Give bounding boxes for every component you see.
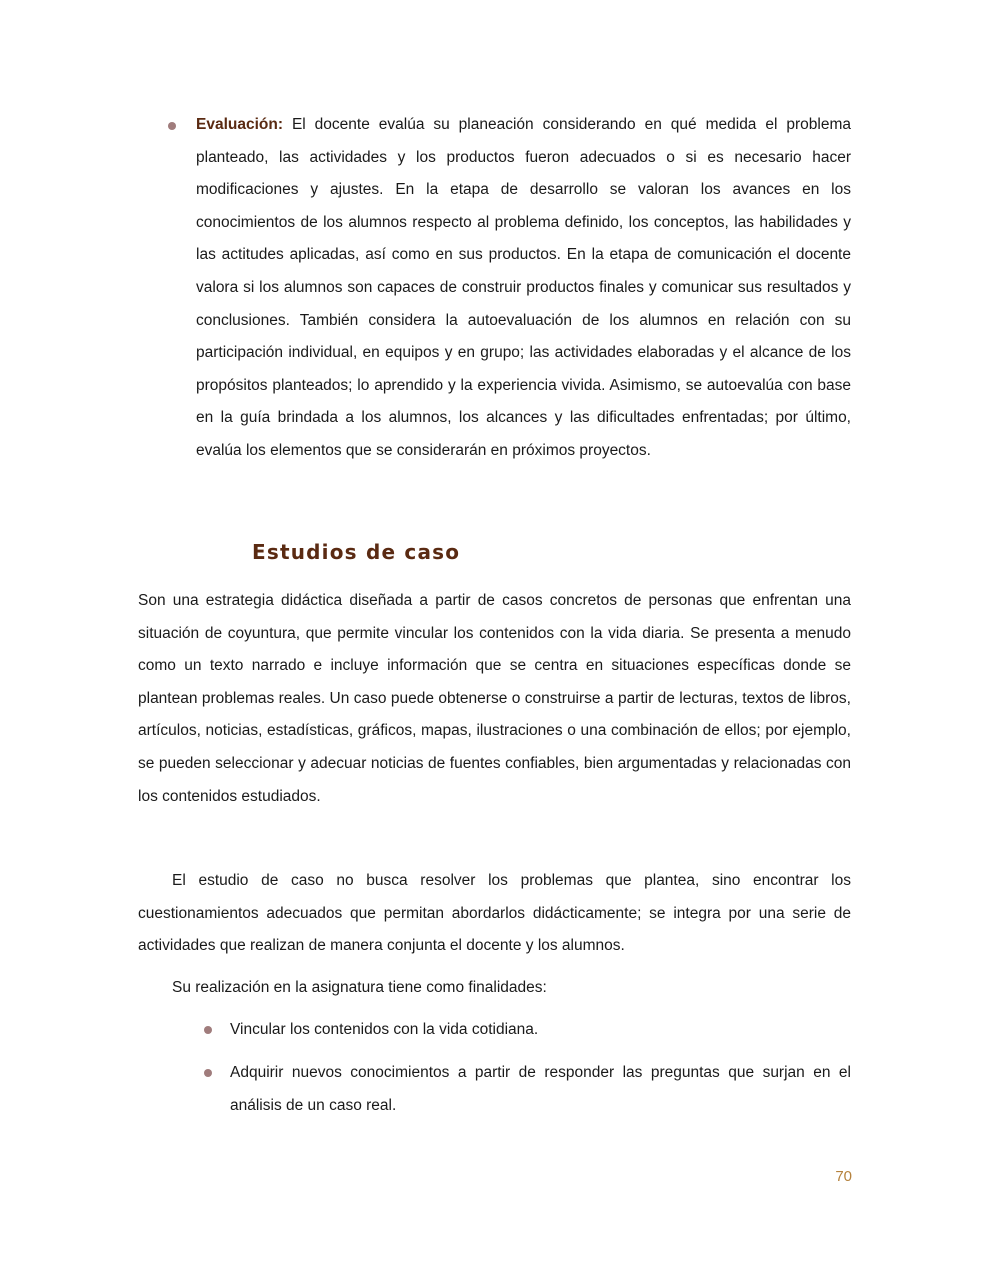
paragraph-purposes: Su realización en la asignatura tiene como finalidades: xyxy=(172,979,547,996)
bullet-icon xyxy=(168,122,176,130)
paragraph-case-study: El estudio de caso no busca resolver los problemas que plantea, sino encontrar los cuestionamientos adecuados que permitan abordarlos didácticamente; se integra por una serie de actividades que realizan de manera conjunta el docente y los alumnos. xyxy=(138,872,851,955)
evaluation-lead: Evaluación: xyxy=(196,116,283,133)
evaluation-item xyxy=(196,109,851,468)
evaluation-text: El docente evalúa su planeación considerando en qué medida el problema planteado, las actividades y los productos fueron adecuados o si es necesario hacer modificaciones y ajustes. En la etapa de desarrollo se valoran los avances en los conocimientos de los alumnos respecto al problema definido, los conceptos, las habilidades y las actitudes aplicadas, así como en sus productos. En la etapa de comunicación el docente valora si los alumnos son capaces de construir productos finales y comunicar sus resultados y conclusiones. También considera la autoevaluación de los alumnos en relación con su participación individual, en equipos y en grupo; las actividades elaboradas y el alcance de los propósitos planteados; lo aprendido y la experiencia vivida. Asimismo, se autoevalúa con base en la guía brindada a los alumnos, los alcances y las dificultades enfrentadas; por último, evalúa los elementos que se considerarán en próximos proyectos. xyxy=(196,116,851,459)
bullet-icon xyxy=(204,1069,212,1077)
bullet-icon xyxy=(204,1026,212,1034)
paragraph-intro: Son una estrategia didáctica diseñada a partir de casos concretos de personas que enfrentan una situación de coyuntura, que permite vincular los contenidos con la vida diaria. Se presenta a menudo como un texto narrado e incluye información que se centra en situaciones específicas donde se plantean problemas reales. Un caso puede obtenerse o construirse a partir de lecturas, textos de libros, artículos, noticias, estadísticas, gráficos, mapas, ilustraciones o una combinación de ellos; por ejemplo, se pueden seleccionar y adecuar noticias de fuentes confiables, bien argumentadas y relacionadas con los contenidos estudiados. xyxy=(138,592,851,805)
list-item: Adquirir nuevos conocimientos a partir de responder las preguntas que surjan en el análisis de un caso real. xyxy=(230,1064,851,1114)
section-heading: Estudios de caso xyxy=(252,540,461,564)
list-item: Vincular los contenidos con la vida cotidiana. xyxy=(230,1021,539,1038)
page-number: 70 xyxy=(835,1168,852,1185)
